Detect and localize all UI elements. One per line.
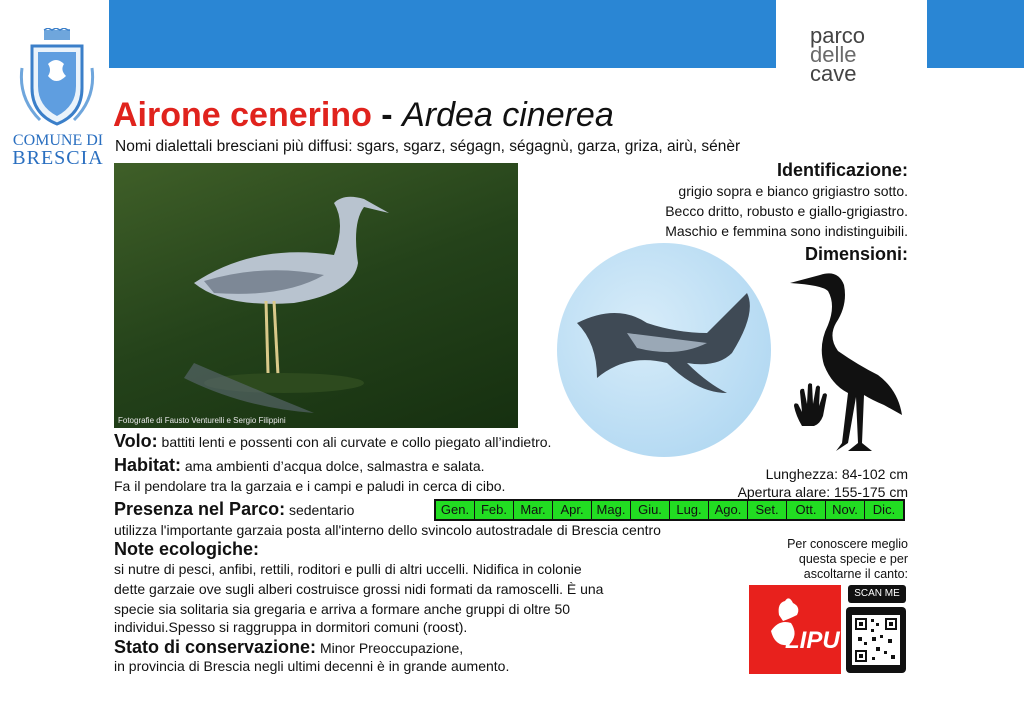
dimensioni-heading: Dimensioni: <box>804 244 908 264</box>
dimensioni-lunghezza: Lunghezza: 84-102 cm <box>765 466 908 482</box>
presenza-row <box>114 500 354 519</box>
comune-brescia-crest <box>18 28 96 132</box>
photo-credit: Fotografie di Fausto Venturelli e Sergio Filippini <box>118 416 286 425</box>
habitat-text-2: Fa il pendolare tra la garzaia e i campi e paludi in cerca di cibo. <box>114 478 506 494</box>
qr-caption <box>787 537 908 582</box>
heron-photo <box>114 163 518 428</box>
month-mar: Mar. <box>514 501 553 519</box>
logo-line-3: cave <box>810 61 857 86</box>
scan-me-text: SCAN ME <box>854 588 900 599</box>
lipu-text: LIPU <box>785 627 840 654</box>
habitat-text: ama ambienti d’acqua dolce, salmastra e salata. <box>184 458 485 474</box>
page-title <box>113 96 614 135</box>
heron-silhouette <box>788 265 908 460</box>
presenza-label: Presenza nel Parco: <box>114 499 286 519</box>
heron-flying-icon <box>557 243 771 457</box>
qr-caption-line-2: questa specie e per <box>798 552 908 566</box>
header-bar-main <box>109 0 776 68</box>
month-nov: Nov. <box>826 501 865 519</box>
header-bar-right <box>927 0 1024 68</box>
title-separator: - <box>371 96 403 134</box>
logo-line-1: parco <box>810 23 866 48</box>
heron-standing-icon <box>114 163 518 428</box>
month-apr: Apr. <box>553 501 592 519</box>
presenza-text: utilizza l'importante garzaia posta all'interno dello svincolo autostradale di Brescia centro <box>114 522 661 538</box>
month-jan: Gen. <box>436 501 475 519</box>
heron-silhouette-icon <box>788 265 908 460</box>
flying-heron-photo <box>557 243 771 457</box>
volo-label: Volo: <box>114 431 158 451</box>
volo-text: battiti lenti e possenti con ali curvate e collo piegato all’indietro. <box>161 434 552 450</box>
identificazione-line-1: grigio sopra e bianco grigiastro sotto. <box>678 183 908 199</box>
month-dec: Dic. <box>865 501 903 519</box>
month-feb: Feb. <box>475 501 514 519</box>
parco-delle-cave-logo <box>810 23 900 86</box>
note-line-1: si nutre di pesci, anfibi, rettili, roditori e pulli di altri uccelli. Nidifica in colonie <box>114 561 582 577</box>
dimensioni-apertura: Apertura alare: 155-175 cm <box>737 484 908 500</box>
scan-me-badge <box>848 585 906 603</box>
identificazione-line-2: Becco dritto, robusto e giallo-grigiastro. <box>665 203 908 219</box>
month-oct: Ott. <box>787 501 826 519</box>
month-jul: Lug. <box>670 501 709 519</box>
stato-row <box>114 638 463 657</box>
qr-caption-line-1: Per conoscere meglio <box>787 537 908 551</box>
logo-line-2: delle <box>810 42 857 67</box>
dialect-names: Nomi dialettali bresciani più diffusi: sgars, sgarz, ségagn, ségagnù, garza, griza, airù, sénèr <box>115 138 741 155</box>
title-common-name: Airone cenerino <box>113 96 372 134</box>
identificazione-heading: Identificazione: <box>776 160 908 180</box>
month-jun: Giu. <box>631 501 670 519</box>
qr-code-icon <box>846 607 906 673</box>
stato-text-2: in provincia di Brescia negli ultimi decenni è in grande aumento. <box>114 658 510 674</box>
presence-months <box>434 499 905 521</box>
identificazione-line-3: Maschio e femmina sono indistinguibili. <box>665 223 908 239</box>
habitat-label: Habitat: <box>114 455 181 475</box>
note-line-4: individui.Spesso si raggruppa in dormitori comuni (roost). <box>114 619 468 635</box>
title-scientific-name: Ardea cinerea <box>402 96 614 134</box>
hand-silhouette <box>792 382 834 426</box>
presenza-status: sedentario <box>288 502 355 518</box>
note-heading: Note ecologiche: <box>114 539 260 559</box>
crest-icon <box>18 28 96 132</box>
note-line-2: dette garzaie ove sugli alberi costruisce grossi nidi formati da ramoscelli. È una <box>114 581 604 597</box>
note-line-3: specie sia solitaria sia gregaria e arriva a formare anche gruppi di oltre 50 <box>114 601 571 617</box>
lipu-logo <box>749 585 841 674</box>
comune-line2: BRESCIA <box>12 147 104 169</box>
volo-row <box>114 432 551 451</box>
stato-text: Minor Preoccupazione, <box>319 640 464 656</box>
comune-line1: COMUNE DI <box>12 132 104 149</box>
habitat-row <box>114 456 485 475</box>
month-aug: Ago. <box>709 501 748 519</box>
hand-icon <box>792 382 834 426</box>
qr-code[interactable] <box>846 607 906 673</box>
qr-caption-line-3: ascoltarne il canto: <box>803 567 908 581</box>
month-may: Mag. <box>592 501 631 519</box>
stato-label: Stato di conservazione: <box>114 637 317 657</box>
month-sep: Set. <box>748 501 787 519</box>
